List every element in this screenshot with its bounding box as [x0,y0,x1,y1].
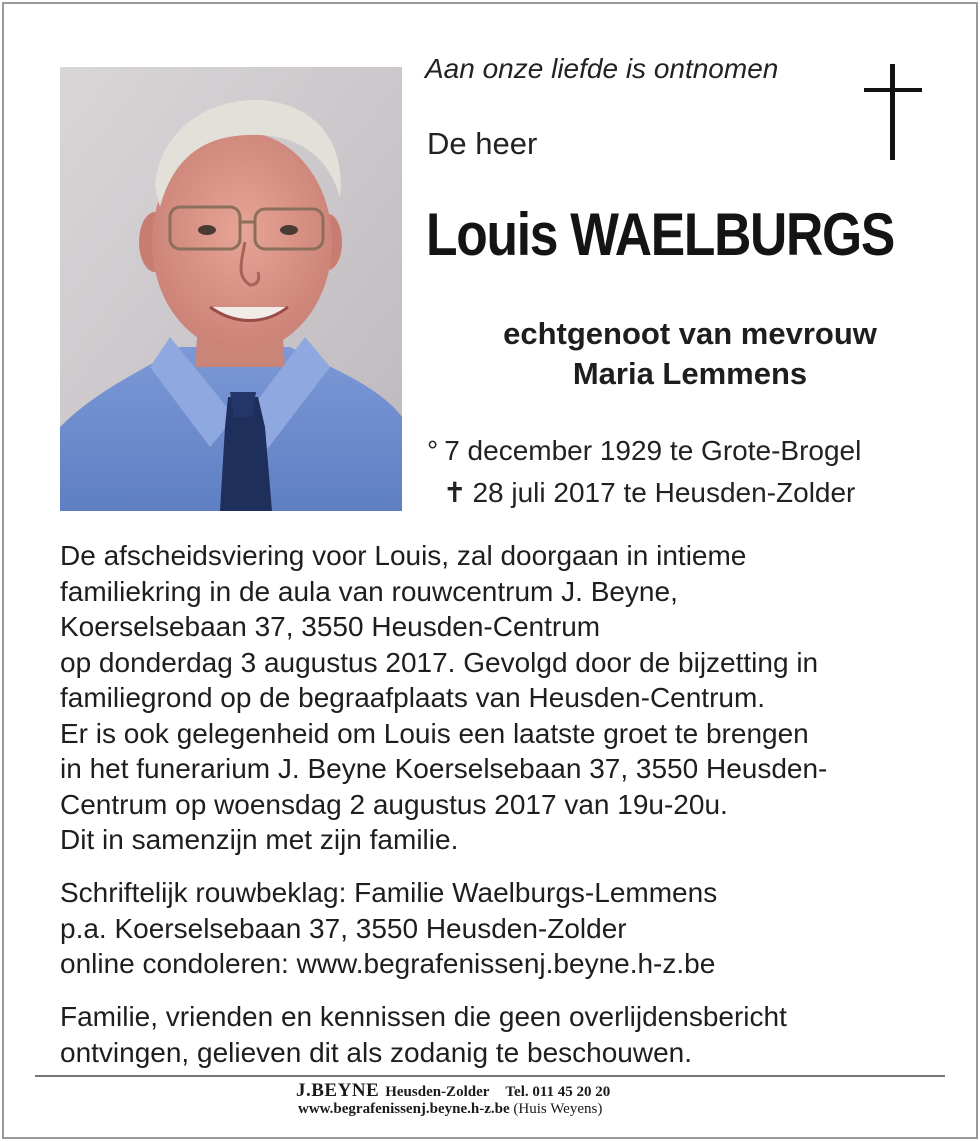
notice-line: ontvingen, gelieven dit als zodanig te beschouwen. [60,1036,692,1068]
honorific: De heer [427,126,538,161]
spouse-name: Maria Lemmens [572,356,808,391]
condolence-paragraph [60,875,940,982]
condolence-line: Schriftelijk rouwbeklag: Familie Waelburgs-Lemmens [60,877,718,908]
ceremony-line: Koerselsebaan 37, 3550 Heusden-Centrum [60,611,601,642]
funeral-home-location: Heusden-Zolder [385,1084,490,1100]
funeral-home-note: (Huis Weyens) [513,1101,603,1117]
ceremony-paragraph [60,538,940,858]
latin-cross-icon [864,64,922,160]
ceremony-line: in het funerarium J. Beyne Koerselsebaan 37, 3550 Heusden- [60,753,828,784]
ceremony-line: Dit in samenzijn met zijn familie. [60,824,459,855]
footer-line-1 [296,1081,610,1102]
ceremony-line: familiegrond op de begraafplaats van Heusden-Centrum. [60,682,766,713]
ceremony-line: Er is ook gelegenheid om Louis een laatste groet te brengen [60,717,809,749]
footer-divider [35,1075,945,1077]
ceremony-line: De afscheidsviering voor Louis, zal doorgaan in intieme [60,540,747,571]
notice-line: Familie, vrienden en kennissen die geen overlijdensbericht [60,1001,787,1032]
birth-symbol: ° [427,435,439,466]
life-dates [425,430,955,514]
ceremony-line: familiekring in de aula van rouwcentrum J. Beyne, [60,575,678,607]
spouse-info [425,314,955,394]
death-date: 28 juli 2017 te Heusden-Zolder [472,477,856,508]
death-date-row [425,472,955,514]
intro-line: Aan onze liefde is ontnomen [425,53,779,84]
condolence-link[interactable]: online condoleren: www.begrafenissenj.beyne.h-z.be [60,948,716,979]
spouse-line-1: echtgenoot van mevrouw [503,316,877,351]
birth-date-row [425,430,955,472]
condolence-line: p.a. Koerselsebaan 37, 3550 Heusden-Zolder [60,912,627,944]
funeral-home-brand: J.BEYNE [296,1080,380,1101]
ceremony-line: Centrum op woensdag 2 augustus 2017 van 19u-20u. [60,788,728,820]
notice-paragraph [60,999,940,1070]
birth-date: 7 december 1929 te Grote-Brogel [444,435,862,466]
funeral-home-website-link[interactable]: www.begrafenissenj.beyne.h-z.be [298,1101,510,1117]
ceremony-line: op donderdag 3 augustus 2017. Gevolgd door de bijzetting in [60,646,819,678]
portrait-photo [60,67,402,511]
death-cross-icon: ✝ [443,477,467,508]
funeral-home-phone: Tel. 011 45 20 20 [505,1084,611,1100]
deceased-name: Louis WAELBURGS [426,201,894,268]
footer-line-2 [298,1100,602,1119]
